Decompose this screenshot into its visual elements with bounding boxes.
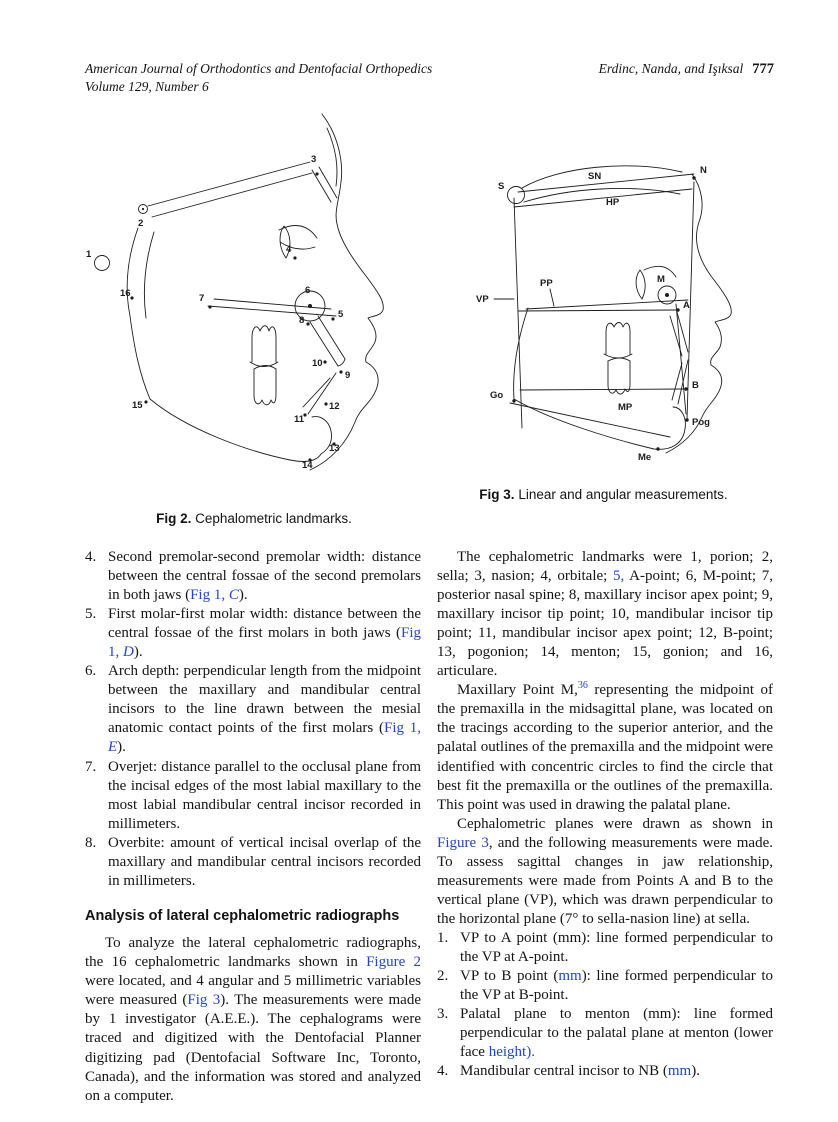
numbered-item-3 bbox=[437, 1005, 773, 1062]
landmark-label-10: 10 bbox=[312, 358, 323, 369]
fig3-caption-text: Linear and angular measurements. bbox=[518, 487, 728, 502]
item-number: 5. bbox=[85, 606, 97, 623]
item-text bbox=[108, 662, 421, 757]
fig2-caption-text: Cephalometric landmarks. bbox=[195, 511, 352, 526]
text-segment: Maxillary Point M, bbox=[457, 682, 578, 699]
cross-reference-link[interactable]: E bbox=[108, 739, 118, 756]
label-B: B bbox=[692, 380, 699, 391]
item-number: 3. bbox=[437, 1006, 449, 1023]
fig2-landmark-dots bbox=[130, 172, 342, 461]
text-segment: Overjet: distance parallel to the occlusal plane from the incisal edges of the most labial maxillary to the most labial mandibular central incisor recorded in millimeters. bbox=[108, 758, 421, 832]
item-text bbox=[108, 548, 421, 605]
landmark-label-7: 7 bbox=[199, 293, 205, 304]
landmark-label-14: 14 bbox=[302, 460, 313, 471]
landmark-label-15: 15 bbox=[132, 400, 143, 411]
text-segment: First molar-first molar width: distance between the central fossae of the first molars in both jaws ( bbox=[108, 606, 421, 642]
cross-reference-link[interactable]: mm bbox=[558, 968, 582, 985]
analysis-paragraph bbox=[85, 934, 421, 1105]
item-number: 4. bbox=[85, 549, 97, 565]
cross-reference-link[interactable]: Fig 1, bbox=[190, 587, 229, 604]
text-segment: A-point; 6, M-point; 7, posterior nasal spine; 8, maxillary incisor apex point; 9, maxillary incisor tip point; 10, mandibular incisor tip point; 11, mandibular incisor apex point; 12, B-point; 13, pogonion; 14, menton; 15, gonion; and 16, articulare. bbox=[437, 568, 773, 680]
text-segment: VP to B point ( bbox=[460, 968, 559, 985]
label-PP: PP bbox=[540, 278, 553, 289]
text-segment: To analyze the lateral cephalometric radiographs, the 16 cephalometric landmarks shown in bbox=[85, 935, 421, 971]
fig3-caption-label: Fig 3. bbox=[479, 487, 515, 502]
reference-superscript-link[interactable]: 36 bbox=[577, 680, 588, 692]
page-number: 777 bbox=[752, 61, 774, 77]
label-Me: Me bbox=[638, 452, 652, 463]
cross-reference-link[interactable]: C bbox=[228, 587, 239, 604]
label-VP: VP bbox=[476, 294, 489, 305]
label-Go: Go bbox=[490, 390, 504, 401]
landmark-label-8: 8 bbox=[299, 315, 305, 326]
section-heading: Analysis of lateral cephalometric radiographs bbox=[85, 907, 400, 924]
item-text bbox=[108, 758, 421, 834]
cross-reference-link[interactable]: Figure 3 bbox=[437, 834, 489, 851]
authors-block bbox=[599, 60, 774, 79]
numbered-item-1 bbox=[437, 929, 773, 967]
journal-title-block bbox=[85, 60, 432, 96]
label-A: A bbox=[683, 300, 690, 311]
fig2-caption-label: Fig 2. bbox=[156, 511, 192, 526]
fig2-cephalometric-tracing bbox=[84, 110, 424, 502]
item-text bbox=[460, 929, 773, 967]
running-head bbox=[85, 60, 774, 96]
figure-2 bbox=[84, 110, 424, 528]
item-number: 7. bbox=[85, 758, 97, 775]
article-body bbox=[85, 548, 773, 1106]
landmark-label-9: 9 bbox=[345, 370, 351, 381]
numbered-item-4 bbox=[85, 548, 421, 605]
cross-reference-link[interactable]: height). bbox=[488, 1044, 535, 1061]
item-number: 2. bbox=[437, 968, 449, 985]
label-S: S bbox=[498, 181, 505, 192]
landmark-label-1: 1 bbox=[86, 249, 92, 260]
landmark-label-13: 13 bbox=[329, 443, 340, 454]
text-segment: Arch depth: perpendicular length from the midpoint between the maxillary and mandibular central incisors to the line drawn between the mesial anatomic contact points of the first molars ( bbox=[108, 663, 421, 737]
text-segment: ): line formed perpendicular to the VP at B-point. bbox=[460, 968, 773, 1004]
text-segment: Overbite: amount of vertical incisal overlap of the maxillary and mandibular central incisors recorded in millimeters. bbox=[108, 834, 421, 889]
label-SN: SN bbox=[588, 171, 602, 182]
landmark-label-6: 6 bbox=[305, 285, 311, 296]
point-m-paragraph bbox=[437, 681, 773, 814]
text-segment: ). bbox=[133, 644, 143, 661]
right-column bbox=[437, 548, 773, 1106]
label-HP: HP bbox=[606, 197, 620, 208]
landmark-label-2: 2 bbox=[138, 218, 144, 229]
numbered-item-4-right bbox=[437, 1062, 773, 1081]
landmark-label-5: 5 bbox=[338, 309, 344, 320]
cross-reference-link[interactable]: D bbox=[123, 644, 134, 661]
landmark-label-12: 12 bbox=[329, 401, 340, 412]
text-segment: Palatal plane to menton (mm): line formed perpendicular to the palatal plane at menton (lower face bbox=[460, 1006, 773, 1061]
text-segment: ). bbox=[117, 739, 126, 756]
text-segment: Mandibular central incisor to NB ( bbox=[460, 1063, 668, 1080]
numbered-item-5 bbox=[85, 605, 421, 662]
text-segment: representing the midpoint of the premaxilla in the midsagittal plane, was located on the tracings according to the superior anterior, and the palatal outlines of the premaxilla and the midpoint were identified with concentric circles to find the circle that best fit the premaxilla or the outlines of the premaxilla. This point was used in drawing the palatal plane. bbox=[437, 682, 773, 813]
text-segment: Second premolar-second premolar width: distance between the central fossae of the second premolars in both jaws ( bbox=[108, 549, 421, 604]
text-segment: ). bbox=[238, 587, 248, 604]
fig2-caption bbox=[84, 510, 424, 528]
item-number: 6. bbox=[85, 663, 97, 680]
cross-reference-link[interactable]: mm bbox=[667, 1063, 692, 1080]
planes-paragraph bbox=[437, 815, 773, 929]
landmark-label-16: 16 bbox=[120, 288, 131, 299]
landmark-label-3: 3 bbox=[311, 154, 317, 165]
text-segment: ). The measurements were made by 1 investigator (A.E.E.). The cephalograms were traced and digitized with the Dentofacial Planner digitizing pad (Dentofacial Software Inc, Toronto, Canada), and the information was stored and analyzed on a computer. bbox=[85, 992, 421, 1104]
label-MP: MP bbox=[618, 402, 633, 413]
item-text bbox=[108, 834, 421, 891]
text-segment: were located, and 4 angular and 5 millimetric variables were measured ( bbox=[85, 973, 421, 1009]
landmarks-paragraph bbox=[437, 548, 773, 681]
journal-volume: Volume 129, Number 6 bbox=[85, 78, 209, 94]
fig3-measurements-tracing bbox=[430, 158, 777, 478]
cross-reference-link[interactable]: Fig 3 bbox=[187, 992, 221, 1009]
item-text bbox=[460, 1062, 773, 1081]
cross-reference-link[interactable]: 5, bbox=[613, 568, 625, 585]
item-number: 4. bbox=[437, 1063, 449, 1080]
text-segment: VP to A point (mm): line formed perpendicular to the VP at A-point. bbox=[460, 929, 773, 965]
label-N: N bbox=[700, 165, 707, 176]
fig3-caption bbox=[430, 486, 777, 504]
item-text bbox=[460, 1005, 773, 1062]
item-text bbox=[108, 605, 421, 662]
item-number: 1. bbox=[437, 929, 449, 946]
landmark-label-4: 4 bbox=[286, 244, 292, 255]
label-M: M bbox=[657, 274, 665, 285]
text-segment: ). bbox=[691, 1063, 700, 1080]
item-text bbox=[460, 967, 773, 1005]
label-Pog: Pog bbox=[692, 417, 710, 428]
fig2-landmark-labels bbox=[86, 154, 350, 471]
figure-3 bbox=[430, 158, 777, 504]
left-column bbox=[85, 548, 421, 1106]
text-segment: Cephalometric planes were drawn as shown in bbox=[457, 815, 773, 832]
cross-reference-link[interactable]: Figure 2 bbox=[366, 954, 421, 971]
numbered-item-7 bbox=[85, 758, 421, 834]
authors: Erdinc, Nanda, and Işıksal bbox=[598, 61, 744, 76]
cross-reference-link[interactable]: Fig 1, bbox=[108, 625, 421, 661]
numbered-item-2 bbox=[437, 967, 773, 1005]
text-segment: The cephalometric landmarks were 1, porion; 2, sella; 3, nasion; 4, orbitale; bbox=[437, 549, 773, 585]
text-segment: , and the following measurements were made. To assess sagittal changes in jaw relationship, measurements were made from Points A and B to the vertical plane (VP), which was drawn perpendicular to the horizontal plane (7° to sella-nasion line) at sella. bbox=[437, 834, 773, 927]
numbered-item-6 bbox=[85, 662, 421, 757]
journal-title: American Journal of Orthodontics and Dentofacial Orthopedics bbox=[85, 61, 433, 76]
numbered-item-8 bbox=[85, 834, 421, 891]
item-number: 8. bbox=[85, 834, 97, 851]
landmark-label-11: 11 bbox=[294, 414, 305, 425]
cross-reference-link[interactable]: Fig 1, bbox=[383, 720, 421, 737]
fig3-labels bbox=[476, 165, 710, 463]
